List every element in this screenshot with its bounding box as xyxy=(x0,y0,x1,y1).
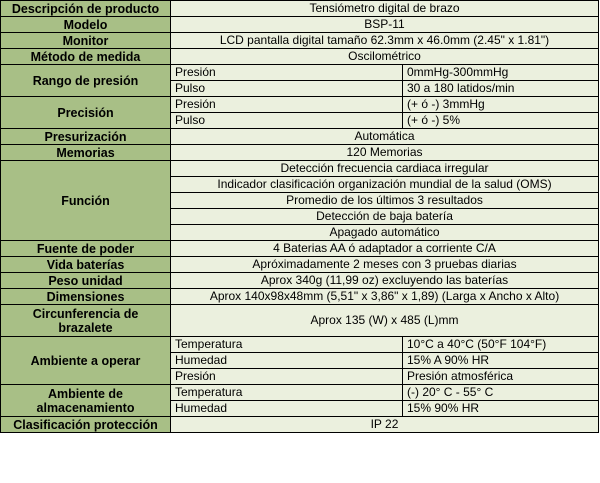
funcion-item: Indicador clasificación organización mundial de la salud (OMS) xyxy=(171,177,599,193)
vida-key: Vida baterías xyxy=(1,257,171,273)
operar-sublabel: Temperatura xyxy=(171,337,403,353)
table-row xyxy=(1,305,599,337)
operar-sublabel: Humedad xyxy=(171,353,403,369)
modelo-key: Modelo xyxy=(1,17,171,33)
funcion-item: Detección frecuencia cardiaca irregular xyxy=(171,161,599,177)
header-key: Descripción de producto xyxy=(1,1,171,17)
circunferencia-key: Circunferencia de brazalete xyxy=(1,305,171,337)
operar-subvalue: Presión atmosférica xyxy=(403,369,599,385)
operar-key: Ambiente a operar xyxy=(1,337,171,385)
fuente-value: 4 Baterias AA ó adaptador a corriente C/A xyxy=(171,241,599,257)
metodo-value: Oscilométrico xyxy=(171,49,599,65)
table-row xyxy=(1,145,599,161)
precision-subvalue: (+ ó -) 5% xyxy=(403,113,599,129)
rango-subvalue: 0mmHg-300mmHg xyxy=(403,65,599,81)
table-row xyxy=(1,97,599,113)
vida-value: Apróximadamente 2 meses con 3 pruebas diarias xyxy=(171,257,599,273)
table-row xyxy=(1,337,599,353)
rango-subvalue: 30 a 180 latidos/min xyxy=(403,81,599,97)
almacenamiento-subvalue: (-) 20° C - 55° C xyxy=(403,385,599,401)
dimensiones-value: Aprox 140x98x48mm (5,51" x 3,86" x 1,89) (Larga x Ancho x Alto) xyxy=(171,289,599,305)
precision-sublabel: Presión xyxy=(171,97,403,113)
table-row xyxy=(1,257,599,273)
metodo-key: Método de medida xyxy=(1,49,171,65)
dimensiones-key: Dimensiones xyxy=(1,289,171,305)
memorias-key: Memorias xyxy=(1,145,171,161)
operar-subvalue: 15% A 90% HR xyxy=(403,353,599,369)
almacenamiento-sublabel: Humedad xyxy=(171,401,403,417)
precision-key: Precisión xyxy=(1,97,171,129)
funcion-item: Promedio de los últimos 3 resultados xyxy=(171,193,599,209)
peso-key: Peso unidad xyxy=(1,273,171,289)
peso-value: Aprox 340g (11,99 oz) excluyendo las baterías xyxy=(171,273,599,289)
rango-sublabel: Pulso xyxy=(171,81,403,97)
precision-sublabel: Pulso xyxy=(171,113,403,129)
funcion-item: Detección de baja batería xyxy=(171,209,599,225)
precision-subvalue: (+ ó -) 3mmHg xyxy=(403,97,599,113)
table-row xyxy=(1,1,599,17)
monitor-value: LCD pantalla digital tamaño 62.3mm x 46.0mm (2.45" x 1.81") xyxy=(171,33,599,49)
funcion-item: Apagado automático xyxy=(171,225,599,241)
table-row xyxy=(1,385,599,401)
operar-sublabel: Presión xyxy=(171,369,403,385)
clasificacion-value: IP 22 xyxy=(171,417,599,433)
table-row xyxy=(1,33,599,49)
table-row xyxy=(1,49,599,65)
table-row xyxy=(1,129,599,145)
table-row xyxy=(1,289,599,305)
table-row xyxy=(1,417,599,433)
table-row xyxy=(1,241,599,257)
monitor-key: Monitor xyxy=(1,33,171,49)
header-value: Tensiómetro digital de brazo xyxy=(171,1,599,17)
modelo-value: BSP-11 xyxy=(171,17,599,33)
memorias-value: 120 Memorias xyxy=(171,145,599,161)
presurizacion-key: Presurización xyxy=(1,129,171,145)
presurizacion-value: Automática xyxy=(171,129,599,145)
clasificacion-key: Clasificación protección xyxy=(1,417,171,433)
circunferencia-value: Aprox 135 (W) x 485 (L)mm xyxy=(171,305,599,337)
table-row xyxy=(1,161,599,177)
almacenamiento-key: Ambiente de almacenamiento xyxy=(1,385,171,417)
rango-sublabel: Presión xyxy=(171,65,403,81)
table-row xyxy=(1,17,599,33)
fuente-key: Fuente de poder xyxy=(1,241,171,257)
funcion-key: Función xyxy=(1,161,171,241)
almacenamiento-subvalue: 15% 90% HR xyxy=(403,401,599,417)
almacenamiento-sublabel: Temperatura xyxy=(171,385,403,401)
operar-subvalue: 10°C a 40°C (50°F 104°F) xyxy=(403,337,599,353)
table-row xyxy=(1,273,599,289)
rango-key: Rango de presión xyxy=(1,65,171,97)
table-row xyxy=(1,65,599,81)
